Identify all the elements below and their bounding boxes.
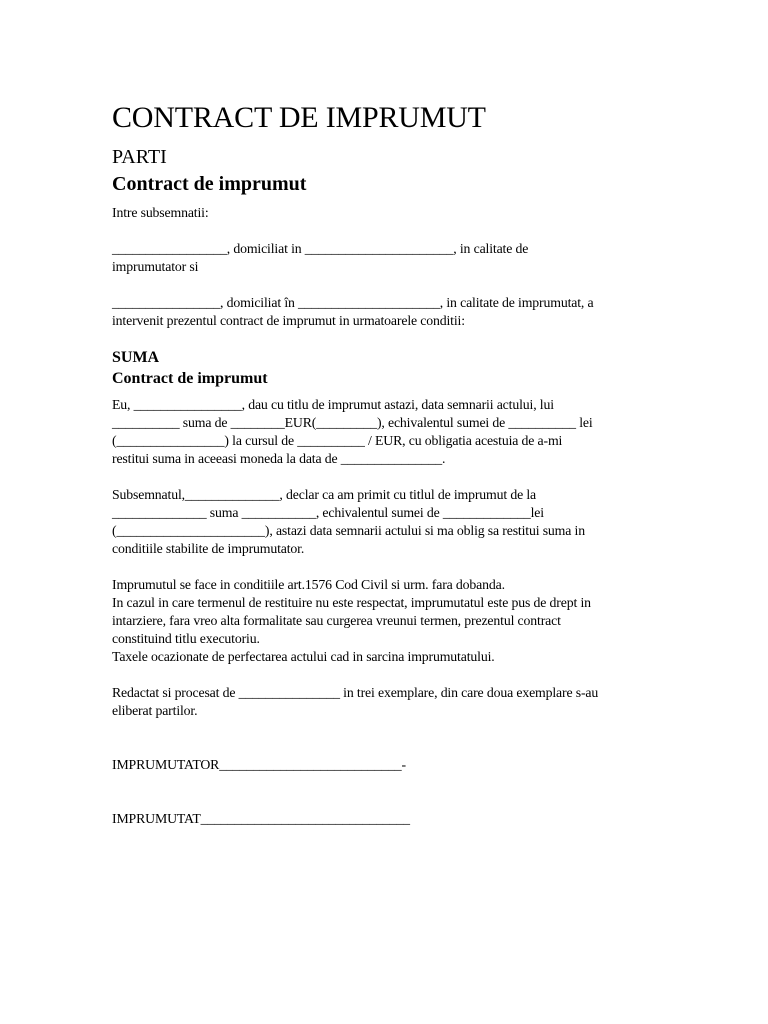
party-borrower-paragraph: ________________, domiciliat în _____________________, in calitate de imprumutat, a intervenit prezentul contract de imprumut in urmatoarele conditii: — [112, 295, 594, 328]
party-lender-paragraph: _________________, domiciliat in ______________________, in calitate de imprumutator si — [112, 241, 529, 274]
receipt-statement-paragraph: Subsemnatul,______________, declar ca am primit cu titlul de imprumut de la ______________ suma ___________, echivalentul sumei de _____________lei (______________________), astazi data semnarii actului si ma oblig sa restitui suma in conditiile stabilite de imprumutator. — [112, 487, 585, 556]
section-heading-parti: PARTI — [112, 146, 167, 168]
section-heading-suma: SUMA — [112, 349, 160, 366]
section-subheading-parti: Contract de imprumut — [112, 173, 307, 195]
section-subheading-suma: Contract de imprumut — [112, 370, 268, 387]
document-title: CONTRACT DE IMPRUMUT — [112, 101, 486, 134]
document-body — [112, 96, 657, 828]
drafting-paragraph: Redactat si procesat de _______________ in trei exemplare, din care doua exemplare s-au eliberat partilor. — [112, 685, 599, 718]
conditions-paragraph: Imprumutul se face in conditiile art.1576 Cod Civil si urm. fara dobanda. In cazul in care termenul de restituire nu este respectat, imprumutatul este pus de drept in intarziere, fara vreo alta formalitate sau curgerea vreunui termen, prezentul contract constituind titlu executoriu. Taxele ocazionate de perfectarea actului cad in sarcina imprumutatului. — [112, 577, 591, 664]
signature-borrower: IMPRUMUTAT_______________________________ — [112, 811, 410, 826]
signature-lender: IMPRUMUTATOR___________________________- — [112, 757, 406, 772]
intro-paragraph: Intre subsemnatii: — [112, 205, 209, 220]
loan-statement-paragraph: Eu, ________________, dau cu titlu de imprumut astazi, data semnarii actului, lui __________ suma de ________EUR(_________), echivalentul sumei de __________ lei (________________) la cursul de __________ / EUR, cu obligatia acestuia de a-mi restitui suma in aceeasi moneda la data de _______________. — [112, 397, 593, 466]
